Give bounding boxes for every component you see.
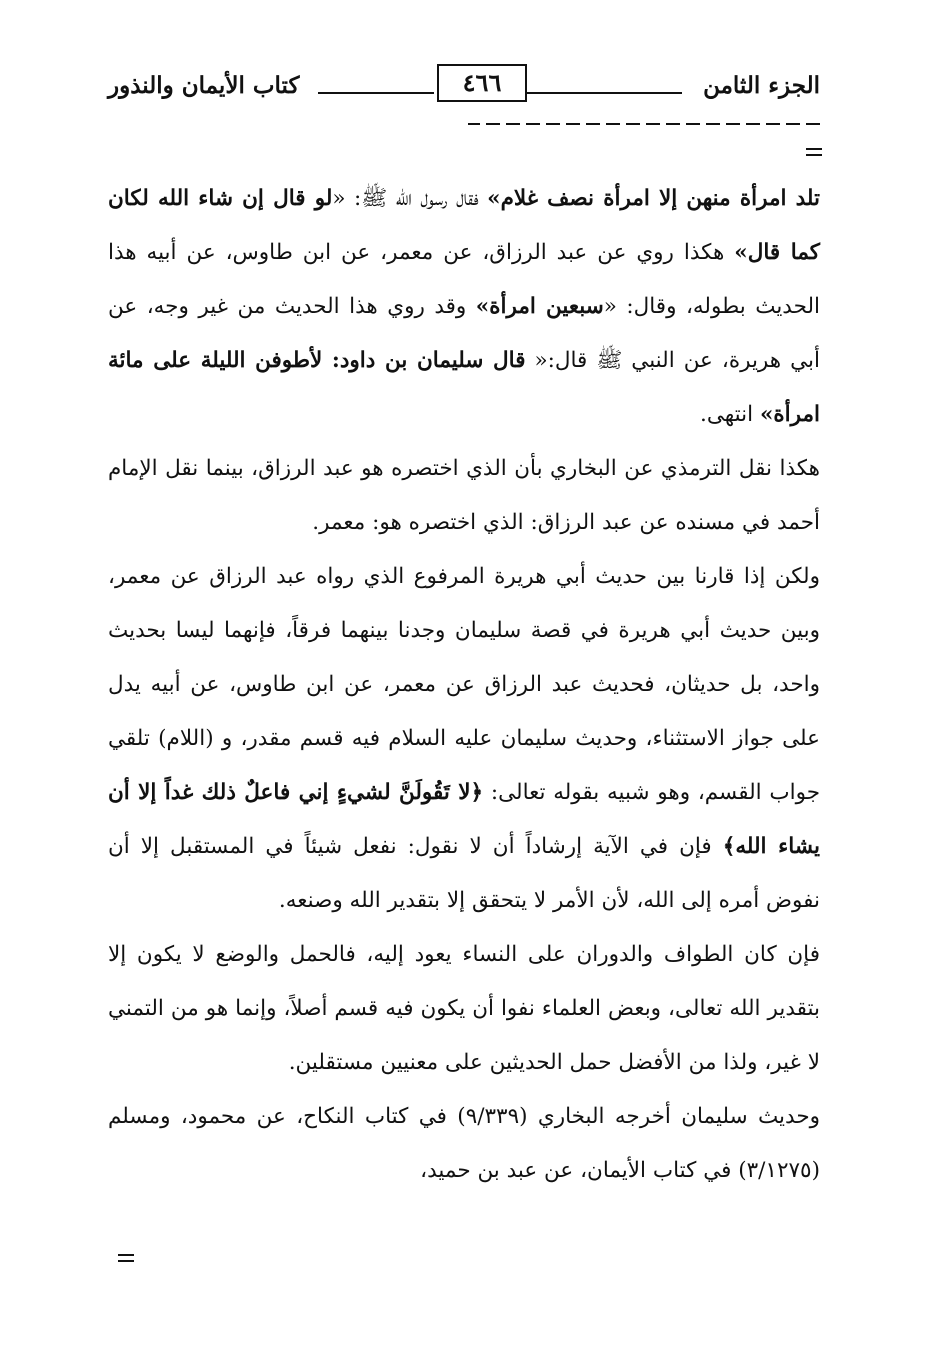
hadith-quote-2: لو قال إن شاء الله لكان كما قال» bbox=[108, 186, 820, 265]
text-run: انتهى. bbox=[700, 402, 760, 427]
text-run: فإن في الآية إرشاداً أن لا نقول: نفعل شيئاً في المستقبل إلا أن نفوض أمره إلى الله، لأن الأمر لا يتحقق إلا بتقدير الله وصنعه. bbox=[108, 834, 820, 913]
text-run: فقال رسول الله ﷺ: « bbox=[332, 186, 488, 211]
hadith-quote-3: سبعين امرأة» bbox=[475, 294, 604, 319]
paragraph-5: وحديث سليمان أخرجه البخاري (٩/٣٣٩) في كتاب النكاح، عن محمود، ومسلم (٣/١٢٧٥) في كتاب الأيمان، عن عبد بن حميد، bbox=[108, 1104, 821, 1183]
page-number: ٤٦٦ bbox=[437, 64, 527, 102]
header-rule-right bbox=[506, 92, 682, 94]
paragraph-1 bbox=[108, 172, 820, 442]
text-run: وقد روي هذا الحديث من غير وجه، عن أبي هريرة، عن النبي ﷺ قال:« bbox=[108, 294, 820, 373]
main-text bbox=[108, 172, 820, 1198]
paragraph-4: فإن كان الطواف والدوران على النساء يعود إليه، فالحمل والوضع لا يكون إلا بتقدير الله تعالى، وبعض العلماء نفوا أن يكون فيه قسم أصلاً، وإنما هو من التمني لا غير، ولذا من الأفضل حمل الحديثين على معنيين مستقلين. bbox=[108, 942, 820, 1075]
paragraph-3 bbox=[108, 550, 820, 928]
dashed-separator bbox=[468, 123, 820, 125]
quran-verse: ﴿لا تَقُولَنَّ لشيءٍ إني فاعلٌ ذلك غداً إلا أن يشاء الله﴾ bbox=[108, 780, 821, 859]
volume-label: الجزء الثامن bbox=[703, 72, 820, 99]
header-rule-left bbox=[318, 92, 434, 94]
continuation-mark-top bbox=[806, 148, 822, 156]
hadith-quote-4: قال سليمان بن داود: لأطوفن الليلة على مائة امرأة» bbox=[108, 348, 820, 427]
text-run: هكذا روي عن عبد الرزاق، عن معمر، عن ابن طاوس، عن أبيه هذا الحديث بطوله، وقال: « bbox=[108, 240, 820, 319]
running-header bbox=[108, 64, 820, 104]
hadith-quote-1: تلد امرأة منهن إلا امرأة نصف غلام» bbox=[487, 186, 821, 211]
chapter-title: كتاب الأيمان والنذور bbox=[108, 72, 300, 99]
text-run: ولكن إذا قارنا بين حديث أبي هريرة المرفوع الذي رواه عبد الرزاق عن معمر، وبين حديث أبي هريرة في قصة سليمان وجدنا بينهما فرقاً، فإنهما ليسا بحديث واحد، بل حديثان، فحديث عبد الرزاق عن معمر، عن ابن طاوس، عن أبيه يدل على جواز الاستثناء، وحديث سليمان عليه السلام فيه قسم مقدر، و (اللام) تلقي جواب القسم، وهو شبيه بقوله تعالى: bbox=[108, 564, 820, 805]
paragraph-2: هكذا نقل الترمذي عن البخاري بأن الذي اختصره هو عبد الرزاق، بينما نقل الإمام أحمد في مسنده عن عبد الرزاق: الذي اختصره هو: معمر. bbox=[108, 456, 820, 535]
continuation-mark-bottom bbox=[118, 1254, 134, 1262]
